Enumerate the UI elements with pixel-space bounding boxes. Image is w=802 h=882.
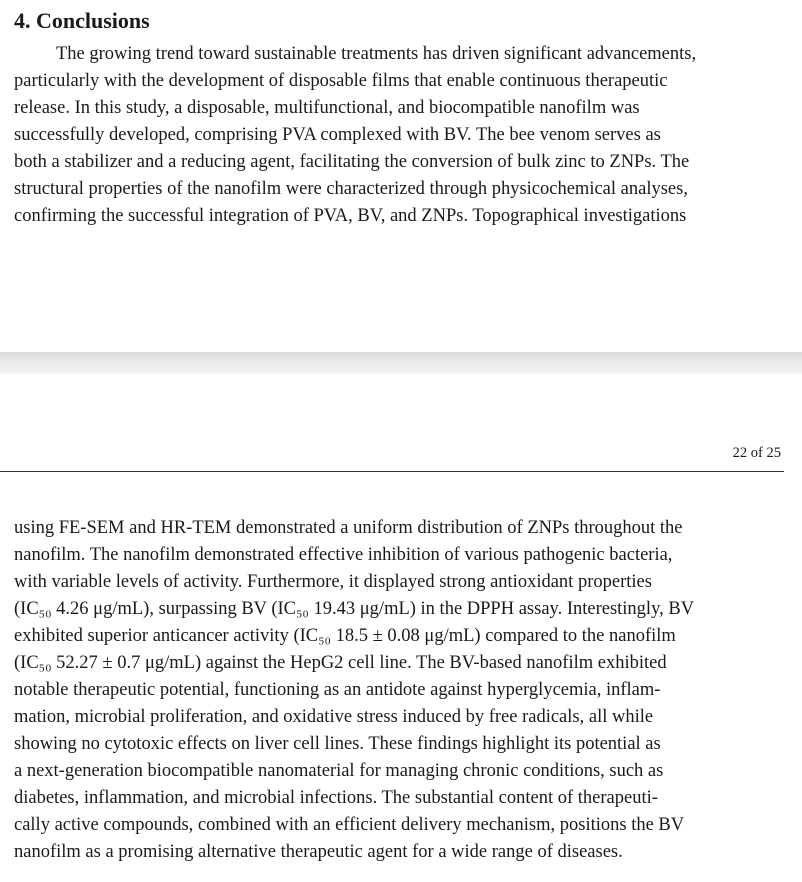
paragraph-line: structural properties of the nanofilm were characterized through physicochemical analyses,	[14, 179, 688, 199]
paragraph-line: cally active compounds, combined with an efficient delivery mechanism, positions the BV	[14, 815, 685, 835]
paragraph-line: both a stabilizer and a reducing agent, facilitating the conversion of bulk zinc to ZNPs. The	[14, 152, 690, 172]
paragraph-line: confirming the successful integration of PVA, BV, and ZNPs. Topographical investigations	[14, 206, 687, 226]
document-page-top	[0, 0, 802, 352]
page-number: 22 of 25	[732, 445, 781, 461]
paragraph-line: release. In this study, a disposable, multifunctional, and biocompatible nanofilm was	[14, 98, 640, 118]
paragraph-line: (IC₅₀ 52.27 ± 0.7 μg/mL) against the HepG2 cell line. The BV-based nanofilm exhibited	[14, 653, 667, 673]
paragraph-line: (IC₅₀ 4.26 μg/mL), surpassing BV (IC₅₀ 19.43 μg/mL) in the DPPH assay. Interestingly, BV	[14, 599, 695, 619]
paragraph-line: particularly with the development of disposable films that enable continuous therapeutic	[14, 71, 668, 91]
section-heading: 4. Conclusions	[14, 8, 150, 33]
paragraph-line: exhibited superior anticancer activity (IC₅₀ 18.5 ± 0.08 μg/mL) compared to the nanofilm	[14, 626, 676, 646]
paragraph-line: nanofilm. The nanofilm demonstrated effective inhibition of various pathogenic bacteria,	[14, 545, 673, 565]
paragraph-line: a next-generation biocompatible nanomaterial for managing chronic conditions, such as	[14, 761, 664, 781]
header-rule	[0, 471, 784, 472]
paragraph-line: showing no cytotoxic effects on liver cell lines. These findings highlight its potential as	[14, 734, 661, 754]
paragraph-line: mation, microbial proliferation, and oxidative stress induced by free radicals, all while	[14, 707, 654, 727]
document-page-bottom	[0, 374, 802, 882]
paragraph-line: nanofilm as a promising alternative therapeutic agent for a wide range of diseases.	[14, 842, 623, 862]
paragraph-line: with variable levels of activity. Furthermore, it displayed strong antioxidant properties	[14, 572, 652, 592]
paragraph-line: notable therapeutic potential, functioning as an antidote against hyperglycemia, inflam-	[14, 680, 661, 700]
page-separator	[0, 352, 802, 374]
paragraph-line: The growing trend toward sustainable treatments has driven significant advancements,	[56, 44, 697, 64]
paragraph-line: successfully developed, comprising PVA complexed with BV. The bee venom serves as	[14, 125, 661, 145]
paragraph-line: using FE-SEM and HR-TEM demonstrated a uniform distribution of ZNPs throughout the	[14, 518, 683, 538]
paragraph-line: diabetes, inflammation, and microbial infections. The substantial content of therapeuti-	[14, 788, 658, 808]
